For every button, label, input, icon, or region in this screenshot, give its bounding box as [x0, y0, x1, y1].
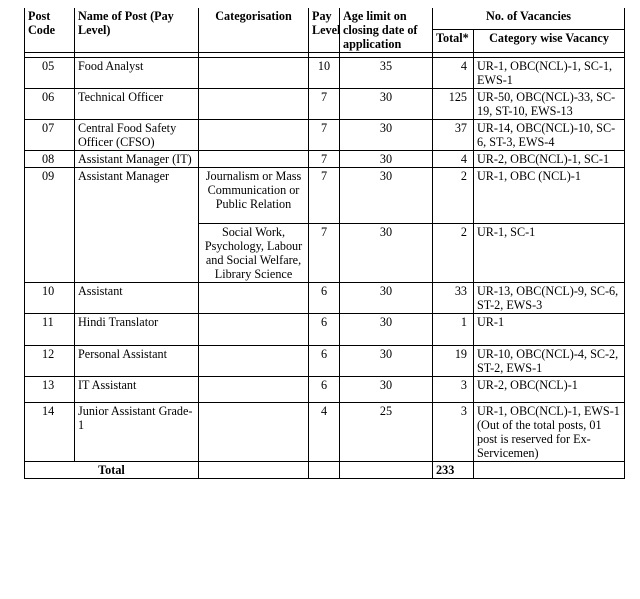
categorisation-cell: [199, 403, 309, 462]
categorisation-cell: [199, 283, 309, 314]
category-vacancy-cell: UR-1, OBC (NCL)-1: [474, 168, 625, 224]
table-row: [25, 120, 625, 151]
empty-cell: [474, 462, 625, 479]
pay-level-cell: 6: [309, 314, 340, 346]
post-code-cell: 08: [25, 151, 75, 168]
categorisation-cell: [199, 58, 309, 89]
table-row: [25, 168, 625, 224]
age-limit-cell: 30: [340, 377, 433, 403]
post-name-cell: Personal Assistant: [75, 346, 199, 377]
table-row: [25, 314, 625, 346]
post-code-cell: 07: [25, 120, 75, 151]
pay-level-cell: 7: [309, 89, 340, 120]
post-name-cell: Hindi Translator: [75, 314, 199, 346]
header-total: Total*: [433, 30, 474, 53]
total-cell: 2: [433, 224, 474, 283]
ex-servicemen-note: (Out of the total posts, 01 post is reserved for Ex-Servicemen): [477, 418, 602, 460]
pay-level-cell: 6: [309, 283, 340, 314]
categorisation-cell: Social Work, Psychology, Labour and Social Welfare, Library Science: [199, 224, 309, 283]
pay-level-cell: 10: [309, 58, 340, 89]
total-label: Total: [25, 462, 199, 479]
total-cell: 3: [433, 377, 474, 403]
total-cell: 33: [433, 283, 474, 314]
post-code-cell: 12: [25, 346, 75, 377]
category-vacancy-cell: UR-2, OBC(NCL)-1, SC-1: [474, 151, 625, 168]
category-vacancy-cell: UR-14, OBC(NCL)-10, SC-6, ST-3, EWS-4: [474, 120, 625, 151]
post-name-cell: Food Analyst: [75, 58, 199, 89]
table-row: [25, 283, 625, 314]
post-name-cell: Technical Officer: [75, 89, 199, 120]
age-limit-cell: 30: [340, 346, 433, 377]
category-vacancy-cell: UR-1, OBC(NCL)-1, SC-1, EWS-1: [474, 58, 625, 89]
table-row: [25, 377, 625, 403]
pay-level-cell: 4: [309, 403, 340, 462]
category-vacancy-cell: UR-50, OBC(NCL)-33, SC-19, ST-10, EWS-13: [474, 89, 625, 120]
header-age-limit: Age limit on closing date of application: [340, 8, 433, 53]
post-name-cell: IT Assistant: [75, 377, 199, 403]
categorisation-cell: [199, 314, 309, 346]
total-cell: 3: [433, 403, 474, 462]
age-limit-cell: 30: [340, 224, 433, 283]
empty-cell: [309, 462, 340, 479]
post-code-cell: 10: [25, 283, 75, 314]
pay-level-cell: 6: [309, 377, 340, 403]
total-cell: 4: [433, 151, 474, 168]
table-row: [25, 403, 625, 462]
post-name-cell: Assistant: [75, 283, 199, 314]
category-vacancy-cell: UR-13, OBC(NCL)-9, SC-6, ST-2, EWS-3: [474, 283, 625, 314]
vacancy-table: [24, 8, 625, 479]
age-limit-cell: 25: [340, 403, 433, 462]
total-cell: 19: [433, 346, 474, 377]
empty-cell: [199, 462, 309, 479]
age-limit-cell: 35: [340, 58, 433, 89]
age-limit-cell: 30: [340, 314, 433, 346]
header-categorisation: Categorisation: [199, 8, 309, 53]
post-name-cell: Central Food Safety Officer (CFSO): [75, 120, 199, 151]
header-name-of-post: Name of Post (Pay Level): [75, 8, 199, 53]
grand-total-value: 233: [433, 462, 474, 479]
table-row: [25, 58, 625, 89]
post-code-cell: 09: [25, 168, 75, 283]
total-cell: 2: [433, 168, 474, 224]
post-name-cell: Assistant Manager: [75, 168, 199, 283]
post-name-cell: Junior Assistant Grade- 1: [75, 403, 199, 462]
age-limit-cell: 30: [340, 151, 433, 168]
categorisation-cell: [199, 151, 309, 168]
table-row: [25, 346, 625, 377]
category-vacancy-cell: UR-10, OBC(NCL)-4, SC-2, ST-2, EWS-1: [474, 346, 625, 377]
total-cell: 1: [433, 314, 474, 346]
header-pay-level: Pay Level: [309, 8, 340, 53]
post-code-cell: 05: [25, 58, 75, 89]
post-code-cell: 13: [25, 377, 75, 403]
header-category-wise: Category wise Vacancy: [474, 30, 625, 53]
category-vacancy-cell: [474, 403, 625, 462]
total-cell: 37: [433, 120, 474, 151]
empty-cell: [340, 462, 433, 479]
total-cell: 125: [433, 89, 474, 120]
pay-level-cell: 6: [309, 346, 340, 377]
category-vacancy-text: UR-1, OBC(NCL)-1, EWS-1: [477, 404, 620, 418]
age-limit-cell: 30: [340, 283, 433, 314]
table-row: [25, 89, 625, 120]
category-vacancy-cell: UR-2, OBC(NCL)-1: [474, 377, 625, 403]
categorisation-cell: Journalism or Mass Communication or Public Relation: [199, 168, 309, 224]
post-code-cell: 11: [25, 314, 75, 346]
categorisation-cell: [199, 377, 309, 403]
post-code-cell: 14: [25, 403, 75, 462]
header-vacancies: No. of Vacancies: [433, 8, 625, 30]
category-vacancy-cell: UR-1: [474, 314, 625, 346]
categorisation-cell: [199, 120, 309, 151]
age-limit-cell: 30: [340, 168, 433, 224]
pay-level-cell: 7: [309, 168, 340, 224]
total-cell: 4: [433, 58, 474, 89]
post-code-cell: 06: [25, 89, 75, 120]
post-name-cell: Assistant Manager (IT): [75, 151, 199, 168]
pay-level-cell: 7: [309, 120, 340, 151]
categorisation-cell: [199, 346, 309, 377]
pay-level-cell: 7: [309, 224, 340, 283]
header-post-code: Post Code: [25, 8, 75, 53]
category-vacancy-cell: UR-1, SC-1: [474, 224, 625, 283]
table-row: [25, 151, 625, 168]
total-row: [25, 462, 625, 479]
age-limit-cell: 30: [340, 120, 433, 151]
pay-level-cell: 7: [309, 151, 340, 168]
categorisation-cell: [199, 89, 309, 120]
age-limit-cell: 30: [340, 89, 433, 120]
